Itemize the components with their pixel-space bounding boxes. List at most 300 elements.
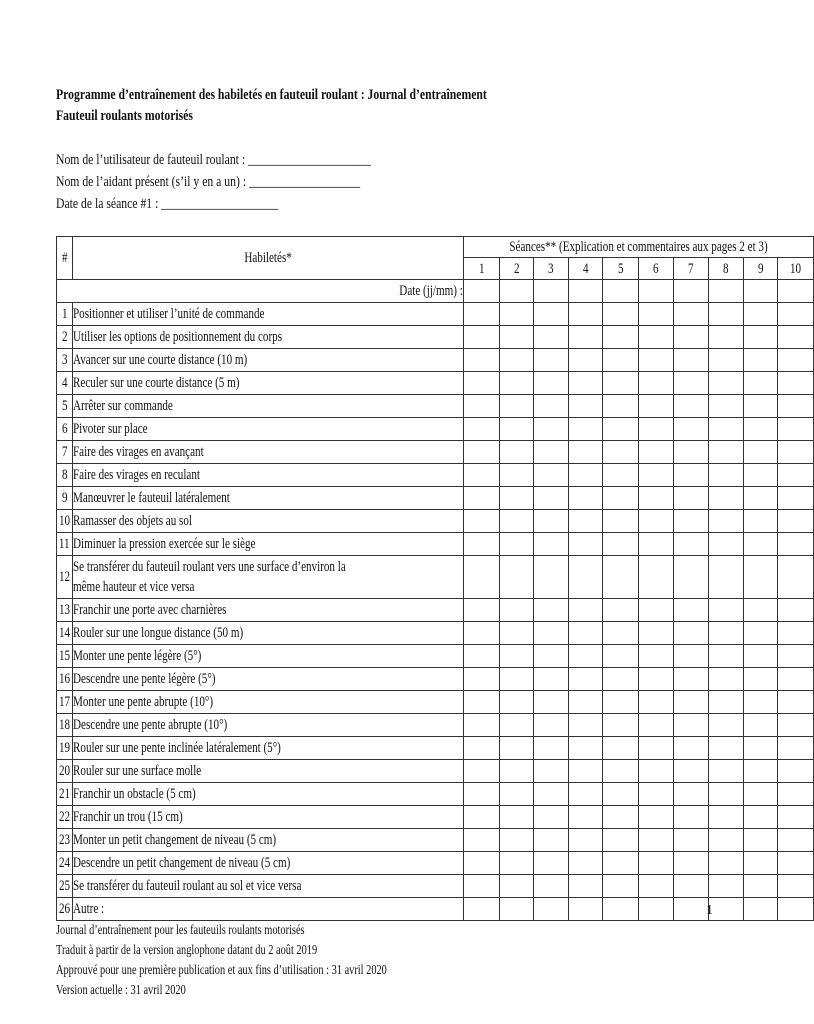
session-check-cell[interactable] <box>603 303 639 326</box>
session-check-cell[interactable] <box>638 829 673 852</box>
session-date-cell[interactable] <box>499 280 534 303</box>
session-check-cell[interactable] <box>534 714 569 737</box>
session-check-cell[interactable] <box>638 418 673 441</box>
session-check-cell[interactable] <box>534 395 569 418</box>
session-check-cell[interactable] <box>673 303 709 326</box>
session-check-cell[interactable] <box>743 668 778 691</box>
skill-number: 25 <box>57 875 73 898</box>
session-check-cell[interactable] <box>464 714 500 737</box>
session-check-cell[interactable] <box>499 599 534 622</box>
session-check-cell[interactable] <box>709 668 744 691</box>
footer-line-1: Journal d’entraînement pour les fauteuils roulants motorisés <box>56 923 305 938</box>
session-check-cell[interactable] <box>638 783 673 806</box>
session-check-cell[interactable] <box>673 806 709 829</box>
session-check-cell[interactable] <box>778 510 814 533</box>
session-check-cell[interactable] <box>568 852 603 875</box>
session-check-cell[interactable] <box>638 645 673 668</box>
session-check-cell[interactable] <box>743 760 778 783</box>
session-check-cell[interactable] <box>743 622 778 645</box>
session-check-cell[interactable] <box>778 556 814 599</box>
session-check-cell[interactable] <box>464 349 500 372</box>
session-check-cell[interactable] <box>743 349 778 372</box>
session-check-cell[interactable] <box>743 898 778 921</box>
session-check-cell[interactable] <box>499 829 534 852</box>
session-check-cell[interactable] <box>743 326 778 349</box>
session-check-cell[interactable] <box>464 372 500 395</box>
session-check-cell[interactable] <box>603 714 639 737</box>
session-date-cell[interactable] <box>464 280 500 303</box>
session-check-cell[interactable] <box>568 349 603 372</box>
session-check-cell[interactable] <box>743 487 778 510</box>
session-check-cell[interactable] <box>638 622 673 645</box>
session-check-cell[interactable] <box>534 303 569 326</box>
session-check-cell[interactable] <box>603 599 639 622</box>
session-check-cell[interactable] <box>464 487 500 510</box>
session-check-cell[interactable] <box>638 714 673 737</box>
skill-number: 15 <box>57 645 73 668</box>
session-check-cell[interactable] <box>499 875 534 898</box>
column-header-skills: Habiletés* <box>73 237 464 280</box>
session-check-cell[interactable] <box>499 783 534 806</box>
session-check-cell[interactable] <box>464 691 500 714</box>
session-check-cell[interactable] <box>743 464 778 487</box>
session-check-cell[interactable] <box>743 691 778 714</box>
skill-label: Avancer sur une courte distance (10 m) <box>73 349 464 372</box>
session-check-cell[interactable] <box>534 875 569 898</box>
session-check-cell[interactable] <box>709 372 744 395</box>
skill-row <box>57 599 814 622</box>
session-check-cell[interactable] <box>499 737 534 760</box>
session-date-field[interactable]: Date de la séance #1 : ____________________ <box>56 196 279 212</box>
session-check-cell[interactable] <box>743 556 778 599</box>
session-check-cell[interactable] <box>603 875 639 898</box>
session-check-cell[interactable] <box>603 326 639 349</box>
session-check-cell[interactable] <box>743 303 778 326</box>
session-check-cell[interactable] <box>673 326 709 349</box>
skill-number: 21 <box>57 783 73 806</box>
session-check-cell[interactable] <box>778 349 814 372</box>
session-check-cell[interactable] <box>673 714 709 737</box>
session-check-cell[interactable] <box>464 556 500 599</box>
session-check-cell[interactable] <box>743 510 778 533</box>
session-check-cell[interactable] <box>603 349 639 372</box>
session-check-cell[interactable] <box>778 737 814 760</box>
session-check-cell[interactable] <box>638 806 673 829</box>
session-check-cell[interactable] <box>464 418 500 441</box>
session-check-cell[interactable] <box>568 441 603 464</box>
session-check-cell[interactable] <box>778 487 814 510</box>
session-check-cell[interactable] <box>499 441 534 464</box>
session-check-cell[interactable] <box>673 372 709 395</box>
session-check-cell[interactable] <box>534 622 569 645</box>
session-check-cell[interactable] <box>534 737 569 760</box>
session-check-cell[interactable] <box>499 714 534 737</box>
session-check-cell[interactable] <box>709 645 744 668</box>
session-check-cell[interactable] <box>743 372 778 395</box>
skill-label: Rouler sur une longue distance (50 m) <box>73 622 464 645</box>
session-check-cell[interactable] <box>568 556 603 599</box>
session-check-cell[interactable] <box>534 783 569 806</box>
session-check-cell[interactable] <box>464 326 500 349</box>
session-check-cell[interactable] <box>743 829 778 852</box>
session-date-cell[interactable] <box>638 280 673 303</box>
session-check-cell[interactable] <box>464 510 500 533</box>
session-check-cell[interactable] <box>603 691 639 714</box>
skill-number: 24 <box>57 852 73 875</box>
session-check-cell[interactable] <box>499 395 534 418</box>
session-check-cell[interactable] <box>778 395 814 418</box>
session-check-cell[interactable] <box>534 806 569 829</box>
session-check-cell[interactable] <box>709 783 744 806</box>
session-check-cell[interactable] <box>638 875 673 898</box>
session-check-cell[interactable] <box>778 760 814 783</box>
session-check-cell[interactable] <box>778 622 814 645</box>
session-check-cell[interactable] <box>534 691 569 714</box>
session-check-cell[interactable] <box>464 622 500 645</box>
session-check-cell[interactable] <box>464 303 500 326</box>
session-check-cell[interactable] <box>568 760 603 783</box>
session-check-cell[interactable] <box>499 372 534 395</box>
session-check-cell[interactable] <box>534 599 569 622</box>
session-check-cell[interactable] <box>673 622 709 645</box>
session-check-cell[interactable] <box>499 556 534 599</box>
session-check-cell[interactable] <box>568 395 603 418</box>
session-check-cell[interactable] <box>709 556 744 599</box>
document-subtitle: Fauteuil roulants motorisés <box>56 108 193 124</box>
session-check-cell[interactable] <box>778 372 814 395</box>
session-check-cell[interactable] <box>534 441 569 464</box>
session-check-cell[interactable] <box>638 395 673 418</box>
session-check-cell[interactable] <box>603 441 639 464</box>
session-check-cell[interactable] <box>464 395 500 418</box>
session-check-cell[interactable] <box>709 829 744 852</box>
session-check-cell[interactable] <box>743 714 778 737</box>
session-check-cell[interactable] <box>568 487 603 510</box>
skill-row <box>57 418 814 441</box>
session-check-cell[interactable] <box>638 556 673 599</box>
session-check-cell[interactable] <box>534 464 569 487</box>
session-check-cell[interactable] <box>743 852 778 875</box>
session-check-cell[interactable] <box>568 737 603 760</box>
session-check-cell[interactable] <box>603 898 639 921</box>
session-check-cell[interactable] <box>534 556 569 599</box>
session-check-cell[interactable] <box>603 829 639 852</box>
session-check-cell[interactable] <box>534 760 569 783</box>
session-check-cell[interactable] <box>603 806 639 829</box>
session-check-cell[interactable] <box>638 898 673 921</box>
session-check-cell[interactable] <box>534 645 569 668</box>
session-check-cell[interactable] <box>673 645 709 668</box>
session-check-cell[interactable] <box>673 599 709 622</box>
session-check-cell[interactable] <box>778 898 814 921</box>
session-check-cell[interactable] <box>709 349 744 372</box>
session-check-cell[interactable] <box>464 668 500 691</box>
session-check-cell[interactable] <box>568 372 603 395</box>
session-check-cell[interactable] <box>778 829 814 852</box>
skill-label: Utiliser les options de positionnement du corps <box>73 326 464 349</box>
session-check-cell[interactable] <box>568 622 603 645</box>
session-check-cell[interactable] <box>603 487 639 510</box>
session-check-cell[interactable] <box>709 533 744 556</box>
session-check-cell[interactable] <box>673 556 709 599</box>
session-check-cell[interactable] <box>603 464 639 487</box>
session-check-cell[interactable] <box>709 852 744 875</box>
session-check-cell[interactable] <box>568 510 603 533</box>
session-check-cell[interactable] <box>778 691 814 714</box>
skill-label: Faire des virages en reculant <box>73 464 464 487</box>
session-check-cell[interactable] <box>534 372 569 395</box>
skill-label: Diminuer la pression exercée sur le siège <box>73 533 464 556</box>
session-check-cell[interactable] <box>709 599 744 622</box>
session-check-cell[interactable] <box>603 622 639 645</box>
session-check-cell[interactable] <box>499 806 534 829</box>
skill-number: 5 <box>57 395 73 418</box>
session-date-cell[interactable] <box>778 280 814 303</box>
session-check-cell[interactable] <box>638 691 673 714</box>
session-check-cell[interactable] <box>673 898 709 921</box>
column-header-number: # <box>57 237 73 280</box>
session-date-cell[interactable] <box>709 280 744 303</box>
session-check-cell[interactable] <box>709 737 744 760</box>
session-check-cell[interactable] <box>464 783 500 806</box>
session-check-cell[interactable] <box>709 395 744 418</box>
session-check-cell[interactable] <box>499 326 534 349</box>
session-check-cell[interactable] <box>638 349 673 372</box>
session-check-cell[interactable] <box>709 760 744 783</box>
session-check-cell[interactable] <box>673 395 709 418</box>
session-check-cell[interactable] <box>568 875 603 898</box>
session-check-cell[interactable] <box>673 852 709 875</box>
session-check-cell[interactable] <box>673 760 709 783</box>
session-check-cell[interactable] <box>603 510 639 533</box>
session-check-cell[interactable] <box>603 783 639 806</box>
session-check-cell[interactable] <box>568 533 603 556</box>
session-check-cell[interactable] <box>499 487 534 510</box>
session-check-cell[interactable] <box>603 668 639 691</box>
session-check-cell[interactable] <box>534 668 569 691</box>
session-date-cell[interactable] <box>568 280 603 303</box>
session-check-cell[interactable] <box>603 533 639 556</box>
session-check-cell[interactable] <box>709 691 744 714</box>
session-check-cell[interactable] <box>499 418 534 441</box>
session-check-cell[interactable] <box>499 645 534 668</box>
session-check-cell[interactable] <box>743 737 778 760</box>
session-check-cell[interactable] <box>709 326 744 349</box>
skill-row <box>57 829 814 852</box>
session-check-cell[interactable] <box>673 737 709 760</box>
session-check-cell[interactable] <box>534 326 569 349</box>
session-check-cell[interactable] <box>464 760 500 783</box>
session-check-cell[interactable] <box>568 714 603 737</box>
session-check-cell[interactable] <box>568 691 603 714</box>
session-check-cell[interactable] <box>673 668 709 691</box>
session-check-cell[interactable] <box>464 599 500 622</box>
session-check-cell[interactable] <box>534 898 569 921</box>
sessions-header: Séances** (Explication et commentaires aux pages 2 et 3) <box>464 237 814 258</box>
session-check-cell[interactable] <box>709 418 744 441</box>
session-check-cell[interactable] <box>709 875 744 898</box>
session-check-cell[interactable] <box>709 303 744 326</box>
session-check-cell[interactable] <box>603 760 639 783</box>
session-check-cell[interactable] <box>603 645 639 668</box>
session-check-cell[interactable] <box>568 783 603 806</box>
session-check-cell[interactable] <box>568 326 603 349</box>
session-check-cell[interactable] <box>778 806 814 829</box>
session-date-cell[interactable] <box>743 280 778 303</box>
session-check-cell[interactable] <box>499 668 534 691</box>
session-date-cell[interactable] <box>673 280 709 303</box>
session-check-cell[interactable] <box>638 533 673 556</box>
session-check-cell[interactable] <box>499 464 534 487</box>
session-check-cell[interactable] <box>568 806 603 829</box>
session-check-cell[interactable] <box>638 852 673 875</box>
session-check-cell[interactable] <box>638 326 673 349</box>
session-check-cell[interactable] <box>638 441 673 464</box>
session-check-cell[interactable] <box>464 737 500 760</box>
session-check-cell[interactable] <box>778 714 814 737</box>
session-date-cell[interactable] <box>603 280 639 303</box>
session-check-cell[interactable] <box>778 533 814 556</box>
session-check-cell[interactable] <box>743 533 778 556</box>
session-check-cell[interactable] <box>568 303 603 326</box>
session-check-cell[interactable] <box>638 760 673 783</box>
session-check-cell[interactable] <box>673 464 709 487</box>
session-check-cell[interactable] <box>778 875 814 898</box>
skill-number: 13 <box>57 599 73 622</box>
session-check-cell[interactable] <box>603 418 639 441</box>
session-check-cell[interactable] <box>778 464 814 487</box>
user-name-field[interactable]: Nom de l’utilisateur de fauteuil roulant : _____________________ <box>56 152 371 168</box>
session-check-cell[interactable] <box>464 464 500 487</box>
session-check-cell[interactable] <box>709 464 744 487</box>
session-check-cell[interactable] <box>568 829 603 852</box>
session-check-cell[interactable] <box>743 599 778 622</box>
session-check-cell[interactable] <box>603 852 639 875</box>
session-check-cell[interactable] <box>499 691 534 714</box>
session-check-cell[interactable] <box>534 829 569 852</box>
session-check-cell[interactable] <box>638 737 673 760</box>
session-check-cell[interactable] <box>638 464 673 487</box>
session-check-cell[interactable] <box>778 783 814 806</box>
session-check-cell[interactable] <box>568 898 603 921</box>
session-check-cell[interactable] <box>673 349 709 372</box>
session-check-cell[interactable] <box>673 783 709 806</box>
session-check-cell[interactable] <box>638 510 673 533</box>
session-check-cell[interactable] <box>709 622 744 645</box>
session-check-cell[interactable] <box>568 599 603 622</box>
session-check-cell[interactable] <box>709 441 744 464</box>
session-check-cell[interactable] <box>743 645 778 668</box>
session-check-cell[interactable] <box>603 556 639 599</box>
session-check-cell[interactable] <box>673 441 709 464</box>
session-check-cell[interactable] <box>464 898 500 921</box>
session-check-cell[interactable] <box>673 418 709 441</box>
session-check-cell[interactable] <box>673 533 709 556</box>
session-check-cell[interactable] <box>499 533 534 556</box>
session-check-cell[interactable] <box>499 760 534 783</box>
session-check-cell[interactable] <box>743 806 778 829</box>
skill-row <box>57 875 814 898</box>
session-check-cell[interactable] <box>603 372 639 395</box>
session-check-cell[interactable] <box>499 898 534 921</box>
session-check-cell[interactable] <box>534 418 569 441</box>
session-check-cell[interactable] <box>778 303 814 326</box>
session-check-cell[interactable] <box>743 875 778 898</box>
session-check-cell[interactable] <box>743 418 778 441</box>
session-check-cell[interactable] <box>534 533 569 556</box>
session-check-cell[interactable] <box>568 418 603 441</box>
session-check-cell[interactable] <box>778 852 814 875</box>
session-check-cell[interactable] <box>673 510 709 533</box>
session-check-cell[interactable] <box>499 349 534 372</box>
session-check-cell[interactable] <box>464 645 500 668</box>
skill-label: Franchir une porte avec charnières <box>73 599 464 622</box>
session-check-cell[interactable] <box>464 533 500 556</box>
session-check-cell[interactable] <box>743 783 778 806</box>
session-check-cell[interactable] <box>603 395 639 418</box>
skill-number: 22 <box>57 806 73 829</box>
session-check-cell[interactable] <box>673 875 709 898</box>
session-check-cell[interactable] <box>673 487 709 510</box>
session-check-cell[interactable] <box>534 487 569 510</box>
session-check-cell[interactable] <box>709 510 744 533</box>
session-date-cell[interactable] <box>534 280 569 303</box>
session-check-cell[interactable] <box>568 645 603 668</box>
session-check-cell[interactable] <box>638 372 673 395</box>
session-check-cell[interactable] <box>638 599 673 622</box>
session-check-cell[interactable] <box>709 806 744 829</box>
session-check-cell[interactable] <box>568 668 603 691</box>
session-check-cell[interactable] <box>638 303 673 326</box>
skill-number: 8 <box>57 464 73 487</box>
session-check-cell[interactable] <box>673 829 709 852</box>
session-check-cell[interactable] <box>638 487 673 510</box>
skill-number: 2 <box>57 326 73 349</box>
session-check-cell[interactable] <box>499 852 534 875</box>
session-check-cell[interactable] <box>709 898 744 921</box>
skill-row <box>57 737 814 760</box>
session-check-cell[interactable] <box>568 464 603 487</box>
session-check-cell[interactable] <box>743 395 778 418</box>
session-check-cell[interactable] <box>778 645 814 668</box>
skill-label: Arrêter sur commande <box>73 395 464 418</box>
helper-name-field[interactable]: Nom de l’aidant présent (s’il y en a un) : ___________________ <box>56 174 361 190</box>
session-check-cell[interactable] <box>778 599 814 622</box>
session-check-cell[interactable] <box>534 349 569 372</box>
session-check-cell[interactable] <box>464 852 500 875</box>
session-check-cell[interactable] <box>778 326 814 349</box>
session-check-cell[interactable] <box>534 852 569 875</box>
session-check-cell[interactable] <box>464 875 500 898</box>
session-check-cell[interactable] <box>743 441 778 464</box>
session-check-cell[interactable] <box>464 806 500 829</box>
session-check-cell[interactable] <box>499 510 534 533</box>
session-check-cell[interactable] <box>603 737 639 760</box>
session-check-cell[interactable] <box>534 510 569 533</box>
session-check-cell[interactable] <box>778 418 814 441</box>
session-check-cell[interactable] <box>778 668 814 691</box>
skill-number: 6 <box>57 418 73 441</box>
session-check-cell[interactable] <box>464 829 500 852</box>
session-check-cell[interactable] <box>709 714 744 737</box>
session-check-cell[interactable] <box>778 441 814 464</box>
session-check-cell[interactable] <box>638 668 673 691</box>
session-check-cell[interactable] <box>709 487 744 510</box>
session-check-cell[interactable] <box>499 303 534 326</box>
session-check-cell[interactable] <box>464 441 500 464</box>
session-check-cell[interactable] <box>673 691 709 714</box>
session-check-cell[interactable] <box>499 622 534 645</box>
